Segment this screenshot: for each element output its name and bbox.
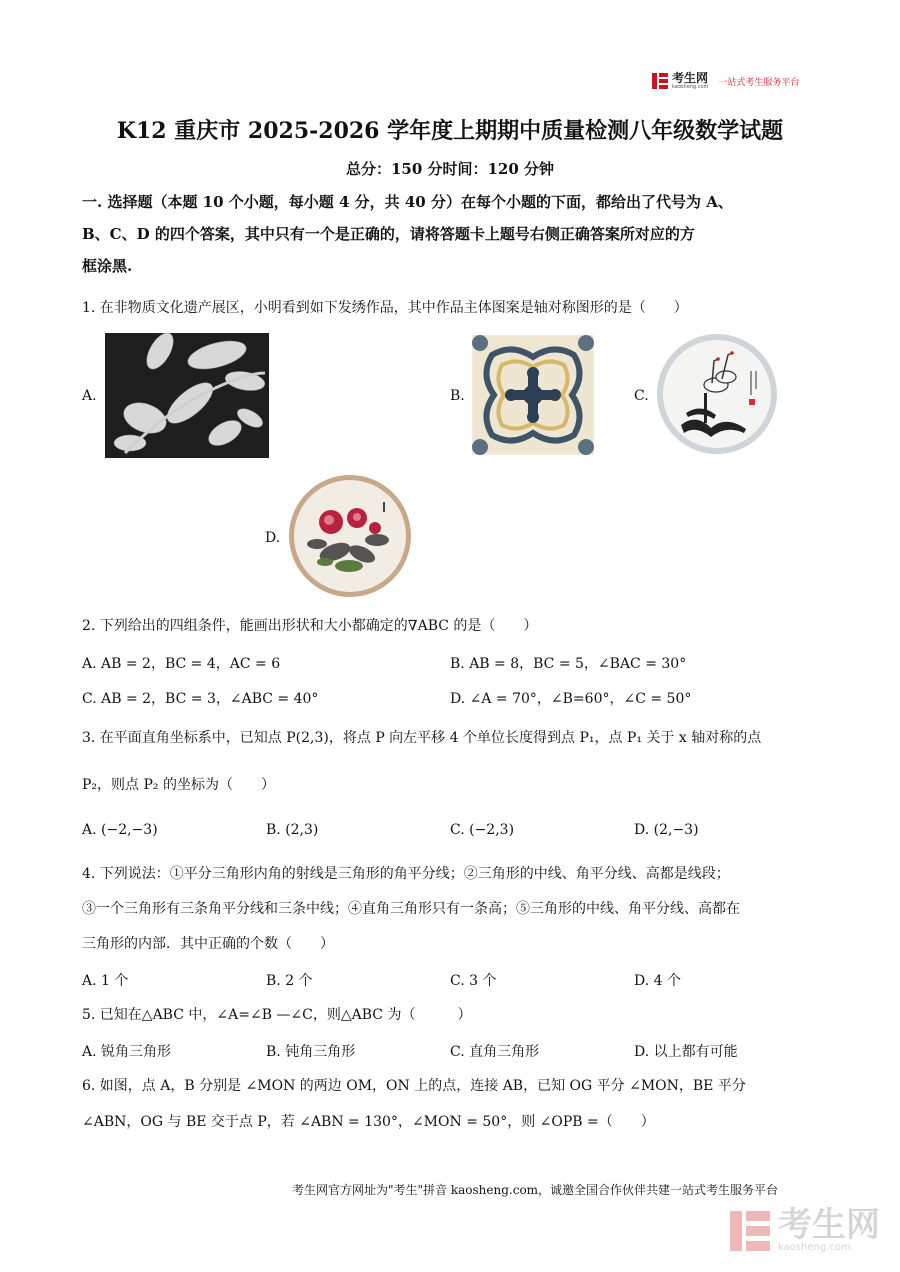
q3-option-d: D. (2,−3) — [634, 822, 699, 838]
logo-domain: kaosheng.com — [672, 84, 709, 90]
q1-option-b-label: B. — [450, 388, 465, 404]
section-1-line: B、C、D 的四个答案，其中只有一个是正确的，请将答题卡上题号右侧正确答案所对应的方 — [82, 225, 695, 243]
kaosheng-logo-icon — [652, 73, 668, 89]
question-3-line: P₂，则点 P₂ 的坐标为（ ） — [82, 777, 275, 793]
q1-option-d-label: D. — [265, 530, 281, 546]
question-1-stem: 1. 在非物质文化遗产展区，小明看到如下发绣作品，其中作品主体图案是轴对称图形的是（ ） — [82, 300, 688, 316]
footer-note: 考生网官方网址为"考生"拼音 kaosheng.com，诚邀全国合作伙伴共建一站式考生服务平台 — [292, 1183, 779, 1197]
q1-option-a-label: A. — [82, 388, 97, 404]
question-6-line: ∠ABN，OG 与 BE 交于点 P，若 ∠ABN = 130°，∠MON = 50°，则 ∠OPB =（ ） — [82, 1114, 655, 1130]
q2-option-b: B. AB = 8，BC = 5，∠BAC = 30° — [450, 656, 687, 672]
q5-option-c: C. 直角三角形 — [450, 1044, 540, 1060]
q5-option-a: A. 锐角三角形 — [82, 1044, 172, 1060]
q5-option-b: B. 钝角三角形 — [266, 1044, 356, 1060]
logo-name: 考生网 — [672, 71, 709, 85]
q4-option-b: B. 2 个 — [266, 973, 313, 989]
q1-option-a-image — [105, 333, 269, 458]
q3-option-a: A. (−2,−3) — [82, 822, 158, 838]
q1-option-b-image — [472, 335, 594, 455]
header-logo — [652, 72, 799, 90]
section-1-line: 一. 选择题（本题 10 个小题，每小题 4 分，共 40 分）在每个小题的下面，都给出了代号为 A、 — [82, 193, 733, 211]
exam-subtitle: 总分：150 分时间：120 分钟 — [345, 160, 555, 178]
q4-option-a: A. 1 个 — [82, 973, 129, 989]
watermark-name: 考生网 — [778, 1205, 880, 1245]
question-5-stem: 5. 已知在△ABC 中，∠A=∠B —∠C，则△ABC 为（ ） — [82, 1007, 472, 1023]
q2-option-d: D. ∠A = 70°，∠B=60°，∠C = 50° — [450, 691, 692, 707]
question-3-line: 3. 在平面直角坐标系中，已知点 P(2,3)，将点 P 向左平移 4 个单位长度得到点 P₁，点 P₁ 关于 x 轴对称的点 — [82, 730, 762, 746]
q2-option-a: A. AB = 2，BC = 4，AC = 6 — [82, 656, 281, 672]
kaosheng-watermark-icon — [730, 1211, 770, 1251]
question-2-stem: 2. 下列给出的四组条件，能画出形状和大小都确定的∇ABC 的是（ ） — [82, 618, 538, 634]
watermark-domain: kaosheng.com — [778, 1242, 851, 1253]
q5-option-d: D. 以上都有可能 — [634, 1044, 738, 1060]
question-6-line: 6. 如图，点 A，B 分别是 ∠MON 的两边 OM，ON 上的点，连接 AB，已知 OG 平分 ∠MON，BE 平分 — [82, 1078, 746, 1094]
q1-option-c-image — [656, 333, 778, 455]
question-4-line: 4. 下列说法：①平分三角形内角的射线是三角形的角平分线；②三角形的中线、角平分线、高都是线段； — [82, 866, 730, 882]
section-1-line: 框涂黑. — [82, 257, 133, 275]
logo-slogan: 一站式考生服务平台 — [718, 77, 800, 88]
q4-option-c: C. 3 个 — [450, 973, 497, 989]
exam-title: K12 重庆市 2025-2026 学年度上期期中质量检测八年级数学试题 — [116, 118, 784, 144]
question-4-line: 三角形的内部．其中正确的个数（ ） — [82, 936, 334, 952]
q1-option-c-label: C. — [634, 388, 649, 404]
section-1-instructions — [82, 186, 822, 282]
q3-option-c: C. (−2,3) — [450, 822, 515, 838]
watermark — [730, 1205, 880, 1253]
q4-option-d: D. 4 个 — [634, 973, 681, 989]
q3-option-b: B. (2,3) — [266, 822, 319, 838]
q2-option-c: C. AB = 2，BC = 3，∠ABC = 40° — [82, 691, 319, 707]
question-4-line: ③一个三角形有三条角平分线和三条中线；④直角三角形只有一条高；⑤三角形的中线、角平分线、高都在 — [82, 901, 740, 917]
q1-option-d-image — [287, 474, 413, 598]
